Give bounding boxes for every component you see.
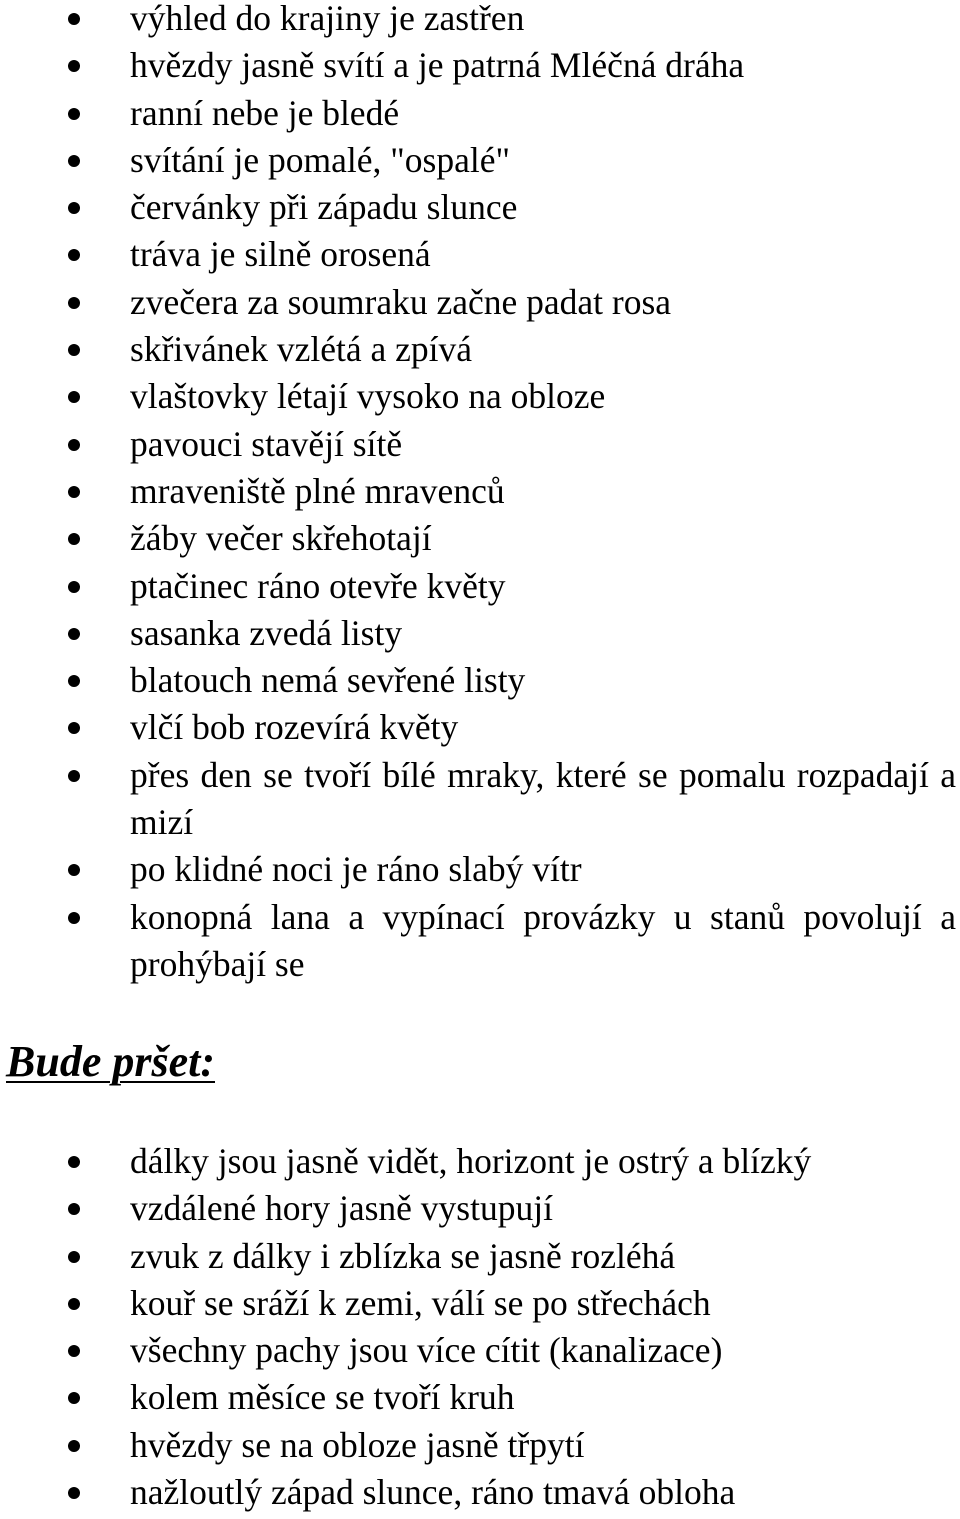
list-item: [0, 1138, 960, 1185]
list-item: [0, 1327, 960, 1374]
bullet-icon: [68, 108, 80, 120]
bullet-icon: [68, 249, 80, 261]
list-item-text: zvečera za soumraku začne padat rosa: [130, 281, 672, 322]
list-item: [0, 468, 960, 515]
bullet-icon: [68, 1487, 80, 1499]
bullet-icon: [68, 770, 80, 782]
bullet-icon: [68, 581, 80, 593]
list-item-text: červánky při západu slunce: [130, 187, 518, 228]
rain-signs-list: [0, 1138, 960, 1516]
list-item-text: všechny pachy jsou více cítit (kanalizace): [130, 1330, 723, 1371]
bullet-icon: [68, 344, 80, 356]
list-item-text: hvězdy se na obloze jasně třpytí: [130, 1424, 585, 1465]
list-item: [0, 231, 960, 278]
list-item-text: vlčí bob rozevírá květy: [130, 707, 459, 748]
list-item-text: přes den se tvoří bílé mraky, které se pomalu rozpadají a mizí: [130, 754, 956, 843]
list-item: [0, 610, 960, 657]
list-item: [0, 1374, 960, 1421]
list-item-text: sasanka zvedá listy: [130, 612, 403, 653]
bullet-icon: [68, 675, 80, 687]
list-item: [0, 137, 960, 184]
bullet-icon: [68, 202, 80, 214]
bullet-icon: [68, 297, 80, 309]
list-item: [0, 1280, 960, 1327]
list-item-text: ranní nebe je bledé: [130, 92, 400, 133]
list-item-text: svítání je pomalé, "ospalé": [130, 139, 510, 180]
list-item-text: pavouci stavějí sítě: [130, 423, 403, 464]
list-item: [0, 846, 960, 893]
bullet-icon: [68, 533, 80, 545]
bullet-icon: [68, 1251, 80, 1263]
list-item: [0, 279, 960, 326]
list-item-text: hvězdy jasně svítí a je patrná Mléčná dráha: [130, 45, 745, 86]
list-item: [0, 563, 960, 610]
list-item: [0, 184, 960, 231]
section-heading: Bude pršet:: [6, 1037, 215, 1086]
list-item-text: vlaštovky létají vysoko na obloze: [130, 376, 606, 417]
bullet-icon: [68, 1298, 80, 1310]
list-item-text: nažloutlý západ slunce, ráno tmavá obloha: [130, 1472, 736, 1513]
bullet-icon: [68, 1203, 80, 1215]
list-item: [0, 326, 960, 373]
list-item: [0, 704, 960, 751]
bullet-icon: [68, 60, 80, 72]
list-item-text: výhled do krajiny je zastřen: [130, 0, 525, 38]
list-item-text: skřivánek vzlétá a zpívá: [130, 329, 473, 370]
list-item: [0, 1185, 960, 1232]
bullet-icon: [68, 628, 80, 640]
list-item-text: blatouch nemá sevřené listy: [130, 660, 526, 701]
list-item-text: ptačinec ráno otevře květy: [130, 565, 506, 606]
list-item: [0, 752, 960, 847]
list-item: [0, 0, 960, 42]
bullet-icon: [68, 1440, 80, 1452]
list-item-text: konopná lana a vypínací provázky u stanů povolují a prohýbají se: [130, 896, 956, 984]
bullet-icon: [68, 1345, 80, 1357]
bullet-icon: [68, 1392, 80, 1404]
bullet-icon: [68, 912, 80, 924]
list-item-text: zvuk z dálky i zblízka se jasně rozléhá: [130, 1235, 676, 1276]
bullet-icon: [68, 155, 80, 167]
bullet-icon: [68, 722, 80, 734]
list-item-text: dálky jsou jasně vidět, horizont je ostrý a blízký: [130, 1141, 812, 1181]
list-item: [0, 373, 960, 420]
list-item: [0, 1233, 960, 1280]
bullet-icon: [68, 391, 80, 403]
list-item-text: vzdálené hory jasně vystupují: [130, 1188, 553, 1229]
list-item: [0, 90, 960, 137]
list-item-text: tráva je silně orosená: [130, 234, 431, 275]
list-item: [0, 1422, 960, 1469]
list-item-text: kouř se sráží k zemi, válí se po střechách: [130, 1282, 711, 1323]
list-item: [0, 515, 960, 562]
bullet-icon: [68, 13, 80, 25]
list-item: [0, 1469, 960, 1516]
list-item: [0, 421, 960, 468]
list-item-text: po klidné noci je ráno slabý vítr: [130, 849, 582, 890]
list-item: [0, 657, 960, 704]
list-item: [0, 42, 960, 89]
list-item: [0, 894, 960, 989]
list-item-text: kolem měsíce se tvoří kruh: [130, 1377, 515, 1418]
list-item-text: žáby večer skřehotají: [130, 518, 432, 559]
bullet-icon: [68, 486, 80, 498]
bullet-icon: [68, 864, 80, 876]
bullet-icon: [68, 439, 80, 451]
bullet-icon: [68, 1156, 80, 1168]
list-item-text: mraveniště plné mravenců: [130, 470, 505, 511]
